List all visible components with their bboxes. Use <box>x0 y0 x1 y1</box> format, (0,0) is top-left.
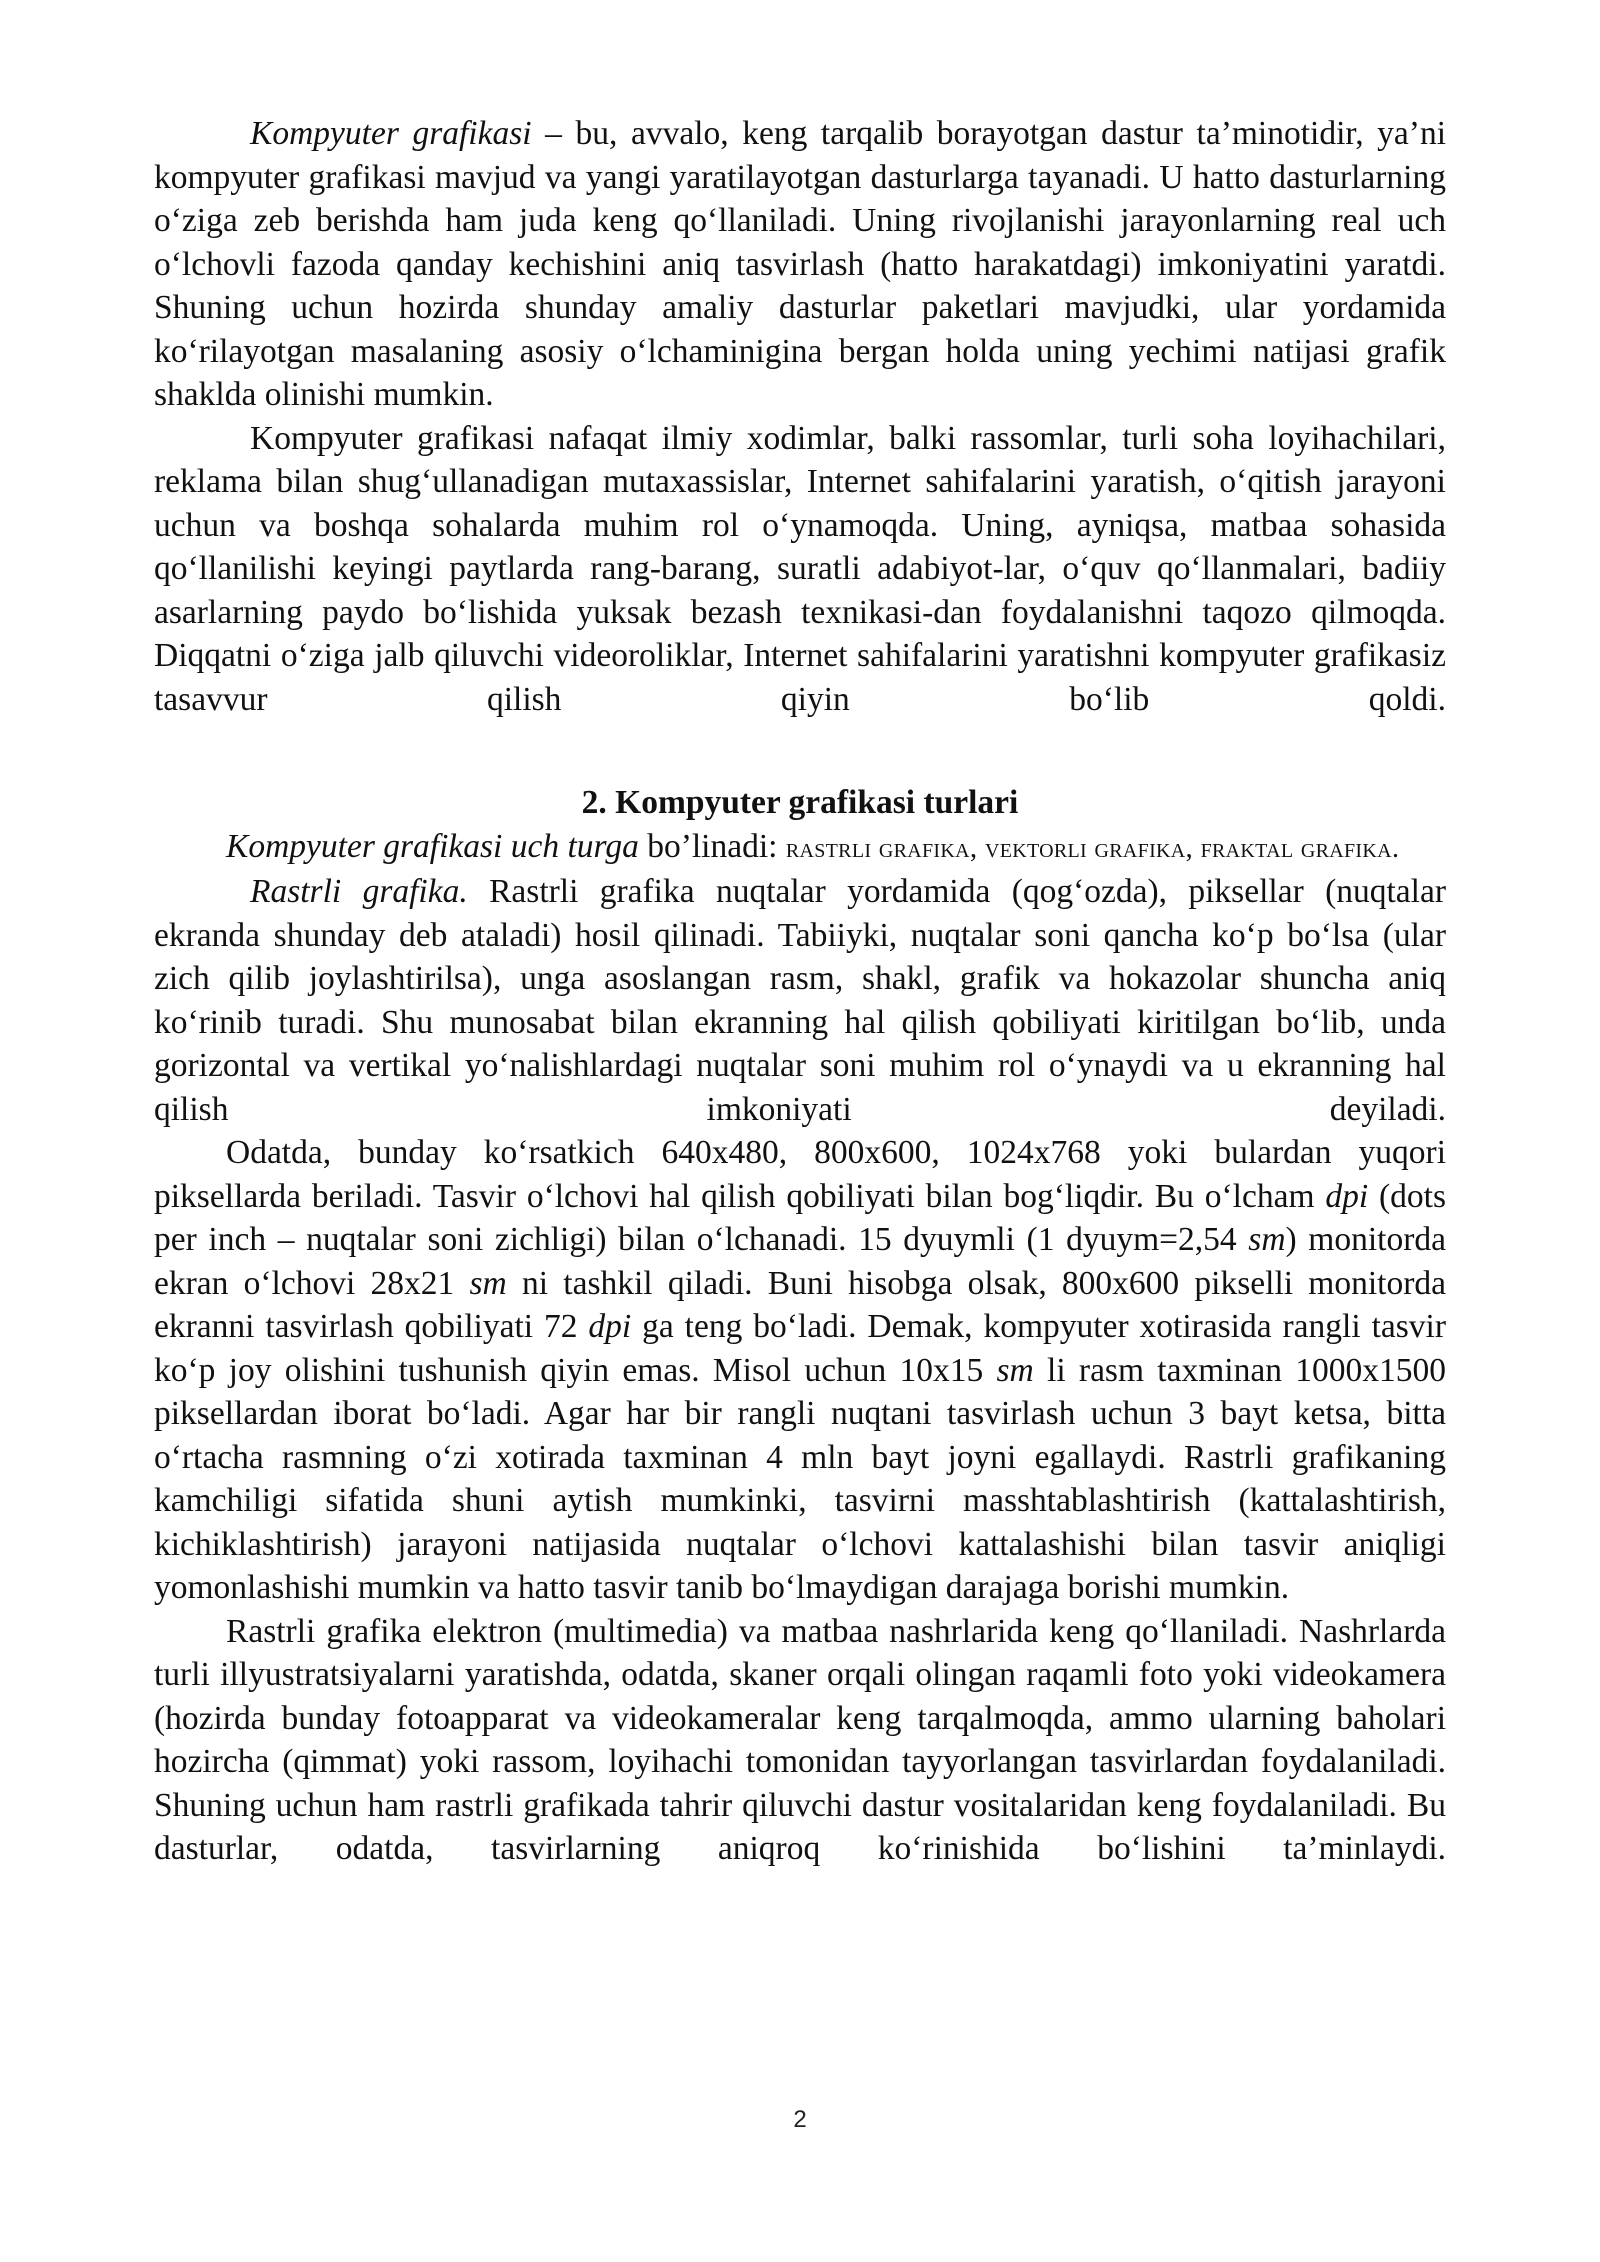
section-spacer <box>154 721 1446 781</box>
resolution-paragraph <box>154 1131 1446 1610</box>
resolution-text-b: (dots per inch – nuqtalar soni zichligi) bilan o‘lchanadi. 15 dyuymli (1 dyuym=2,54 <box>154 1177 1446 1258</box>
unit-dpi-1: dpi <box>1325 1177 1369 1215</box>
resolution-text-a: Odatda, bunday ko‘rsatkich 640x480, 800x600, 1024x768 yoki bulardan yuqori piksellarda beriladi. Tasvir o‘lchovi hal qilish qobiliyati bilan bog‘liqdir. Bu o‘lcham <box>154 1134 1446 1215</box>
section-heading: 2. Kompyuter grafikasi turlari <box>581 784 1019 821</box>
unit-sm-2: sm <box>469 1264 507 1302</box>
raster-paragraph-text: Rastrli grafika nuqtalar yordamida (qog‘ozda), piksellar (nuqtalar ekranda shunday deb ataladi) hosil qilinadi. Tabiiyki, nuqtalar soni qancha ko‘p bo‘lsa (ular zich qilib joylashtirilsa), unga asoslangan rasm, shakl, grafik va hokazolar shuncha aniq ko‘rinib turadi. Shu munosabat bilan ekranning hal qilish qobiliyati kiritilgan bo‘lib, unda gorizontal va vertikal yo‘nalishlardagi nuqtalar soni muhim rol o‘ynaydi va u ekranning hal qilish imkoniyati deyiladi. <box>154 873 1446 1128</box>
resolution-text-d: ni tashkil qiladi. Buni hisobga olsak, 800x600 pikselli monitorda ekranni tasvirlash qobiliyati 72 <box>154 1264 1446 1345</box>
resolution-text-f: li rasm taxminan 1000x1500 piksellardan iborat bo‘ladi. Agar har bir rangli nuqtani tasvirlash uchun 3 bayt ketsa, bitta o‘rtacha rasmning o‘zi xotirada taxminan 4 mln bayt joyni egallaydi. Rastrli grafikaning kamchiligi sifatida shuni aytish mumkinki, tasvirni masshtablashtirish (kattalashtirish, kichiklashtirish) jarayoni natijasida nuqtalar o‘lchovi kattalashishi bilan tasvir aniqligi yomonlashishi mumkin va hatto tasvir tanib bo‘lmaydigan darajaga borishi mumkin. <box>154 1351 1446 1606</box>
types-paragraph <box>154 825 1446 871</box>
intro-paragraph-1 <box>154 112 1446 417</box>
types-list <box>786 832 1400 864</box>
document-page <box>154 112 1446 1871</box>
raster-paragraph <box>154 870 1446 1131</box>
page-number: 2 <box>793 2106 807 2133</box>
term-kompyuter-grafikasi: Kompyuter grafikasi <box>250 115 532 152</box>
types-mid-text: bo’linadi: <box>638 827 786 865</box>
types-list-text: rastrli grafika, vektorli grafika, fraktal grafika. <box>785 831 1400 864</box>
term-rastrli-grafika: Rastrli grafika. <box>250 873 468 910</box>
intro-paragraph-2-text: Kompyuter grafikasi nafaqat ilmiy xodimlar, balki rassomlar, turli soha loyihachilari, reklama bilan shug‘ullanadigan mutaxassislar, Internet sahifalarini yaratish, o‘qitish jarayoni uchun va boshqa sohalarda muhim rol o‘ynamoqda. Uning, ayniqsa, matbaa sohasida qo‘llanilishi keyingi paytlarda rang-barang, suratli adabiyot-lar, o‘quv qo‘llanmalari, badiiy asarlarning paydo bo‘lishida yuksak bezash texnikasi-dan foydalanishni taqozo qilmoqda. Diqqatni o‘ziga jalb qiluvchi videoroliklar, Internet sahifalarini yaratishni kompyuter grafikasiz tasavvur qilish qiyin bo‘lib qoldi. <box>154 419 1446 718</box>
term-uch-turga: Kompyuter grafikasi uch turga <box>226 827 639 865</box>
resolution-text-e: ga teng bo‘ladi. Demak, kompyuter xotirasida rangli tasvir ko‘p joy olishini tushunish qiyin emas. Misol uchun 10x15 <box>154 1308 1447 1389</box>
unit-sm-1: sm <box>1248 1221 1286 1258</box>
multimedia-paragraph-text: Rastrli grafika elektron (multimedia) va matbaa nashrlarida keng qo‘llaniladi. Nashrlarda turli illyustratsiyalarni yaratishda, odatda, skaner orqali olingan raqamli foto yoki videokamera (hozirda bunday fotoapparat va videokameralar keng tarqalmoqda, ammo ularning baholari hozircha (qimmat) yoki rassom, loyihachi tomonidan tayyorlangan tasvirlardan foydalaniladi. Shuning uchun ham rastrli grafikada tahrir qiluvchi dastur vositalaridan keng foydalaniladi. Bu dasturlar, odatda, tasvirlarning aniqroq ko‘rinishida bo‘lishini ta’minlaydi. <box>154 1612 1446 1867</box>
resolution-text-c: ) monitorda ekran o‘lchovi 28x21 <box>154 1221 1446 1302</box>
multimedia-paragraph <box>154 1610 1446 1871</box>
intro-paragraph-2 <box>154 417 1446 722</box>
unit-dpi-2: dpi <box>588 1308 632 1345</box>
unit-sm-3: sm <box>996 1351 1034 1389</box>
intro-paragraph-1-text: – bu, avvalo, keng tarqalib borayotgan dastur ta’minotidir, ya’ni kompyuter grafikasi mavjud va yangi yaratilayotgan dasturlarga tayanadi. U hatto dasturlarning o‘ziga zeb berishda ham juda keng qo‘llaniladi. Uning rivojlanishi jarayonlarning real uch o‘lchovli fazoda qanday kechishini aniq tasvirlash (hatto harakatdagi) imkoniyatini yaratdi. Shuning uchun hozirda shunday amaliy dasturlar paketlari mavjudki, ular yordamida ko‘rilayotgan masalaning asosiy o‘lchaminigina bergan holda uning yechimi natijasi grafik shaklda olinishi mumkin. <box>154 115 1446 413</box>
